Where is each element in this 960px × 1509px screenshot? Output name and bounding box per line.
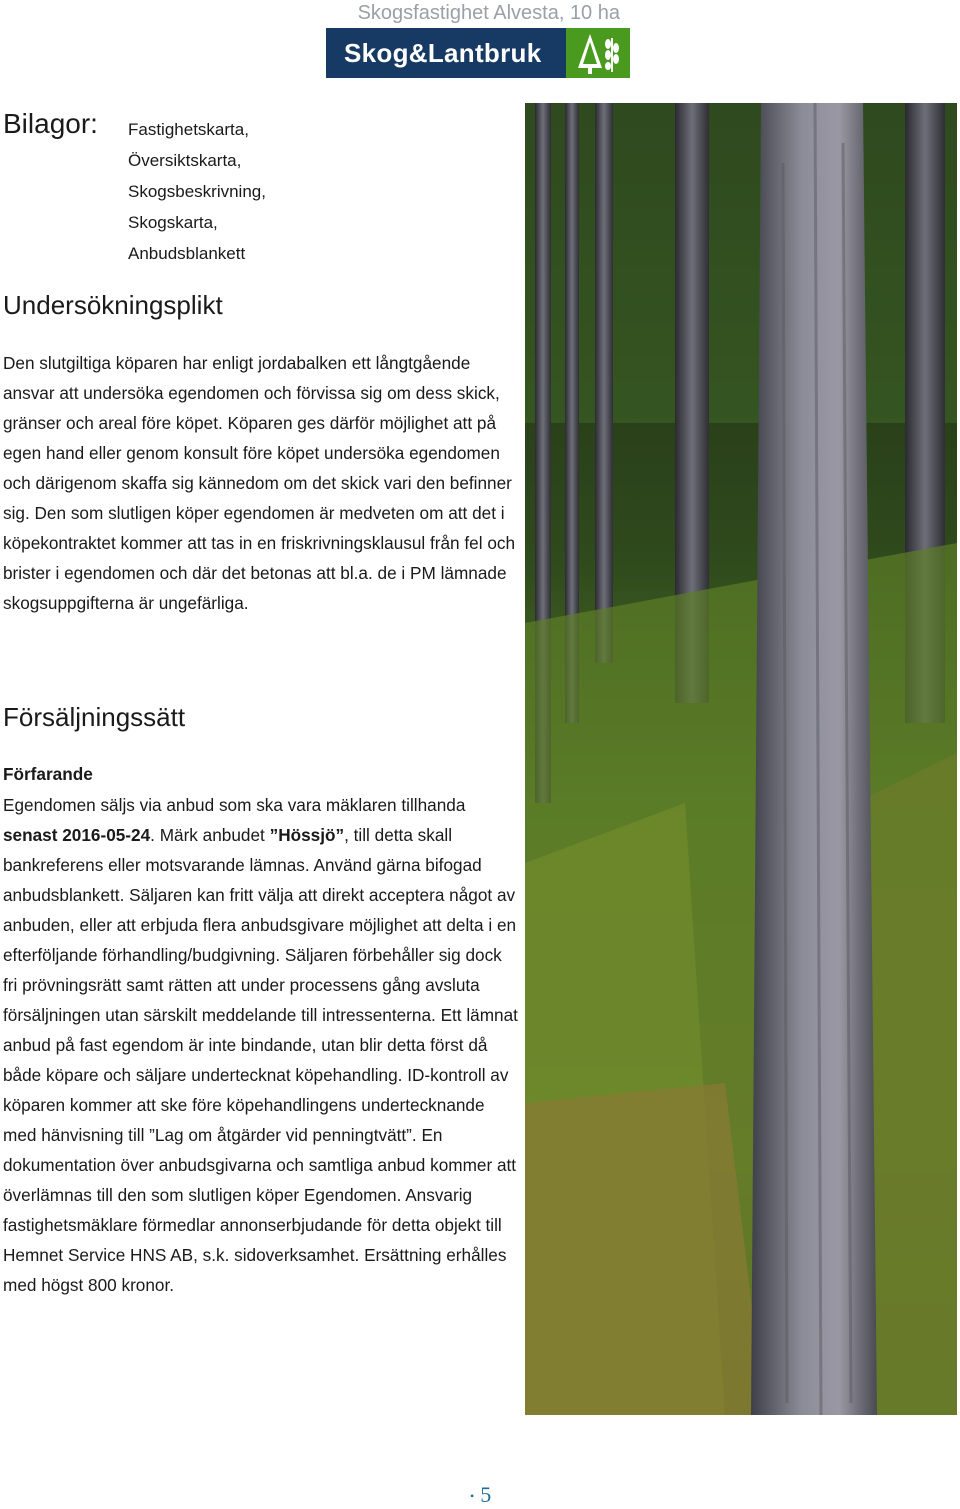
tree-wheat-logo-icon [566,28,630,78]
page-number [470,1482,491,1508]
list-item: Skogsbeskrivning, [128,182,266,201]
forfarande-paragraph [3,790,518,1300]
forest-photo [525,103,957,1415]
bid-mark-label: ”Hössjö” [269,825,345,845]
skog-lantbruk-logo [326,28,630,78]
deadline-date: senast 2016-05-24 [3,825,151,845]
undersokningsplikt-paragraph: Den slutgiltiga köparen har enligt jordabalken ett långtgående ansvar att undersöka egendomen och förvissa sig om dess skick, gränser och areal före köpet. Köparen ges därför möjlighet att på egen hand eller genom konsult före köpet undersöka egendomen och därigenom skaffa sig kännedom om det skick vari den befinner sig. Den som slutligen köper egendomen är medveten om att det i köpekontraktet kommer att tas in en friskrivningsklausul från fel och brister i egendomen och där det betonas att bl.a. de i PM lämnade skogsuppgifterna är ungefärliga. [3,353,516,613]
page-number-value: 5 [480,1482,492,1507]
forfarande-text-3: , till detta skall bankreferens eller motsvarande lämnas. Använd gärna bifogad anbudsblankett. Säljaren kan fritt välja att direkt acceptera något av anbuden, eller att erbjuda flera anbudsgivare möjlighet att delta i en efterföljande förhandling/budgivning. Säljaren förbehåller sig dock fri prövningsrätt samt rätten att under processens gång avsluta försäljningen utan särskilt meddelande till intressenterna. Ett lämnat anbud på fast egendom är inte bindande, utan blir detta först då både köpare och säljare undertecknat köpehandling. ID-kontroll av köparen kommer att ske före köpehandlingens undertecknande med hänvisning till ”Lag om åtgärder vid penningtvätt”. En dokumentation över anbudsgivarna och samtliga anbud kommer att överlämnas till den som slutligen köper Egendomen. Ansvarig fastighetsmäklare förmedlar annonserbjudande för detta objekt till Hemnet Service HNS AB, s.k. sidoverksamhet. Ersättning erhålles med högst 800 kronor. [3,825,518,1295]
document-header-title: Skogsfastighet Alvesta, 10 ha [357,2,620,24]
list-item: Fastighetskarta, [128,120,249,139]
list-item: Skogskarta, [128,213,218,232]
bullet-icon: • [470,1489,475,1504]
bilagor-list [128,114,266,269]
forfarande-text-1: Egendomen säljs via anbud som ska vara mäklaren tillhanda [3,795,466,815]
list-item: Översiktskarta, [128,151,242,170]
logo-text: Skog&Lantbruk [344,37,542,68]
forsaljningssatt-heading: Försäljningssätt [3,702,186,732]
forfarande-subheading: Förfarande [3,764,93,784]
undersokningsplikt-heading: Undersökningsplikt [3,290,223,320]
bilagor-label: Bilagor: [3,108,98,139]
forfarande-text-2: . Märk anbudet [150,825,270,845]
list-item: Anbudsblankett [128,244,246,263]
